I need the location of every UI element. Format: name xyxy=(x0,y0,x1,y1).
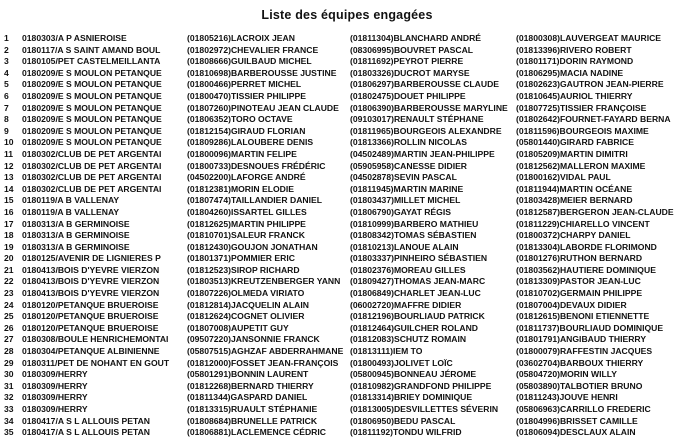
club-cell: 0180413/BOIS D'YEVRE VIERZON xyxy=(22,276,160,287)
club-cell: 0180119/A B VALLENAY xyxy=(22,206,120,217)
player2-cell: (01813366)ROLLIN NICOLAS xyxy=(350,137,468,148)
club-cell: 0180417/A S L ALLOUIS PETAN xyxy=(22,415,150,426)
row-number: 14 xyxy=(4,183,14,194)
row-number: 18 xyxy=(4,230,14,241)
row-number: 29 xyxy=(4,357,14,368)
club-cell: 0180313/A B GERMINOISE xyxy=(22,230,130,241)
player2-cell: (01806849)CHARLET JEAN-LUC xyxy=(350,288,481,299)
player3-cell: (01801791)ANGIBAUD THIERRY xyxy=(516,334,647,345)
row-number: 16 xyxy=(4,206,14,217)
player3-cell: (01807004)DEVAUX DIDIER xyxy=(516,299,627,310)
table-row xyxy=(0,161,694,173)
row-number: 20 xyxy=(4,253,14,264)
player2-cell: (01813005)DESVILLETTES SÉVERIN xyxy=(350,404,499,414)
player3-cell: (01800079)RAFFESTIN JACQUES xyxy=(516,346,653,357)
row-number: 27 xyxy=(4,334,14,345)
club-cell: 0180309/HERRY xyxy=(22,392,88,403)
table-row xyxy=(0,265,694,277)
player3-cell: (01805209)MARTIN DIMITRI xyxy=(516,148,628,159)
row-number: 30 xyxy=(4,369,14,380)
player2-cell: (01806297)BARBEROUSSE CLAUDE xyxy=(350,79,500,90)
club-cell: 0180209/E S MOULON PETANQUE xyxy=(22,102,162,113)
player2-cell: (01810213)LANOUE ALAIN xyxy=(350,241,459,252)
player1-cell: (01803513)KREUTZENBERGER YANN xyxy=(187,276,341,287)
player2-cell: (01810999)BARBERO MATHIEU xyxy=(350,218,479,229)
club-cell: 0180117/A S SAINT AMAND BOUL xyxy=(22,44,161,55)
player2-cell: (01802376)MOREAU GILLES xyxy=(350,264,466,275)
row-number: 7 xyxy=(4,102,9,113)
club-cell: 0180417/A S L ALLOUIS PETAN xyxy=(22,427,150,438)
player1-cell: (01802972)CHEVALIER FRANCE xyxy=(187,44,319,55)
table-row xyxy=(0,195,694,207)
table-row xyxy=(0,207,694,219)
player1-cell: (01812624)COGNET OLIVIER xyxy=(187,311,305,322)
player3-cell: (01812562)MALLERON MAXIME xyxy=(516,160,646,171)
player2-cell: (01806950)BEDU PASCAL xyxy=(350,415,456,426)
row-number: 23 xyxy=(4,288,14,299)
row-number: 10 xyxy=(4,137,14,148)
player1-cell: (01807008)AUPETIT GUY xyxy=(187,322,289,333)
player3-cell: (01802623)GAUTRON JEAN-PIERRE xyxy=(516,79,664,90)
club-cell: 0180303/A P ASNIEROISE xyxy=(22,33,127,43)
player3-cell: (05803890)TALBOTIER BRUNO xyxy=(516,380,643,391)
club-cell: 0180209/E S MOULON PETANQUE xyxy=(22,90,162,101)
table-row xyxy=(0,346,694,358)
table-row xyxy=(0,242,694,254)
player3-cell: (01801171)DORIN RAYMOND xyxy=(516,56,634,67)
row-number: 25 xyxy=(4,311,14,322)
player1-cell: (01812625)MARTIN PHILIPPE xyxy=(187,218,306,229)
player1-cell: (01806352)TORO OCTAVE xyxy=(187,114,293,125)
row-number: 15 xyxy=(4,195,14,206)
table-row xyxy=(0,230,694,242)
player3-cell: (01803562)HAUTIERE DOMINIQUE xyxy=(516,264,656,275)
club-cell: 0180309/HERRY xyxy=(22,404,88,414)
table-row xyxy=(0,381,694,393)
player3-cell: (01810645)AURIOL THIERRY xyxy=(516,90,633,101)
player3-cell: (01802642)FOURNET-FAYARD BERNA xyxy=(516,114,671,125)
row-number: 35 xyxy=(4,427,14,438)
table-row xyxy=(0,149,694,161)
row-number: 28 xyxy=(4,346,14,357)
row-number: 9 xyxy=(4,125,9,136)
player1-cell: (01812523)SIROP RICHARD xyxy=(187,264,300,275)
table-row xyxy=(0,358,694,370)
player1-cell: (05801291)BONNIN LAURENT xyxy=(187,369,309,380)
table-row xyxy=(0,79,694,91)
player1-cell: (01812000)FOSSET JEAN-FRANÇOIS xyxy=(187,357,339,368)
club-cell: 0180209/E S MOULON PETANQUE xyxy=(22,125,162,136)
table-row xyxy=(0,126,694,138)
table-row xyxy=(0,369,694,381)
player2-cell: (05800945)BONNEAU JÉROME xyxy=(350,369,477,380)
player2-cell: (01800493)JOLIVET LOÏC xyxy=(350,357,453,368)
player1-cell: (01800733)DESNOUES FRÉDÉRIC xyxy=(187,160,326,171)
player3-cell: (01812615)BENONI ETIENNETTE xyxy=(516,311,650,322)
row-number: 24 xyxy=(4,299,14,310)
club-cell: 0180304/PETANQUE ALBINIENNE xyxy=(22,346,160,357)
table-row xyxy=(0,114,694,126)
player1-cell: (01807474)TAILLANDIER DANIEL xyxy=(187,195,322,206)
club-cell: 0180120/PETANQUE BRUEROISE xyxy=(22,311,159,322)
player2-cell: (01813111)IEM TO xyxy=(350,346,423,357)
player1-cell: (01801371)POMMIER ERIC xyxy=(187,253,295,264)
player3-cell: (03602704)BARBOUX THIERRY xyxy=(516,357,644,368)
player1-cell: (01812430)GOUJON JONATHAN xyxy=(187,241,318,252)
row-number: 11 xyxy=(4,148,14,159)
table-row xyxy=(0,311,694,323)
club-cell: 0180413/BOIS D'YEVRE VIERZON xyxy=(22,264,160,275)
player3-cell: (01811596)BOURGEOIS MAXIME xyxy=(516,125,649,136)
table-row xyxy=(0,404,694,416)
player2-cell: (01803337)PINHEIRO SÉBASTIEN xyxy=(350,253,488,264)
player2-cell: (01802475)DOUET PHILIPPE xyxy=(350,90,466,101)
player2-cell: (01803326)DUCROT MARYSE xyxy=(350,67,470,78)
player2-cell: (01813314)BRIEY DOMINIQUE xyxy=(350,392,473,403)
player1-cell: (01810701)SALEUR FRANCK xyxy=(187,230,305,241)
club-cell: 0180302/CLUB DE PET ARGENTAI xyxy=(22,148,162,159)
player3-cell: (01806295)MACIA NADINE xyxy=(516,67,624,78)
player1-cell: (01804260)ISSARTEL GILLES xyxy=(187,206,307,217)
table-row xyxy=(0,56,694,68)
table-row xyxy=(0,300,694,312)
player3-cell: (01800308)LAUVERGEAT MAURICE xyxy=(516,33,662,43)
player3-cell: (01813309)PASTOR JEAN-LUC xyxy=(516,276,641,287)
row-number: 2 xyxy=(4,44,9,55)
player1-cell: (01807260)PINOTEAU JEAN CLAUDE xyxy=(187,102,339,113)
player3-cell: (01811944)MARTIN OCÉANE xyxy=(516,183,633,194)
table-row xyxy=(0,334,694,346)
table-row xyxy=(0,427,694,439)
player1-cell: (09507220)JANSONNIE FRANCK xyxy=(187,334,320,345)
player3-cell: (01811243)JOUVE HENRI xyxy=(516,392,618,403)
player1-cell: (01809286)LALOUBERE DENIS xyxy=(187,137,314,148)
club-cell: 0180309/HERRY xyxy=(22,369,88,380)
player2-cell: (01811304)BLANCHARD ANDRÉ xyxy=(350,33,482,43)
player2-cell: (01811192)TONDU WILFRID xyxy=(350,427,462,438)
row-number: 1 xyxy=(4,33,9,43)
player3-cell: (05801440)GIRARD FABRICE xyxy=(516,137,634,148)
row-number: 17 xyxy=(4,218,14,229)
player3-cell: (05804720)MORIN WILLY xyxy=(516,369,617,380)
club-cell: 0180209/E S MOULON PETANQUE xyxy=(22,114,162,125)
teams-table xyxy=(0,33,694,439)
row-number: 33 xyxy=(4,404,14,414)
player1-cell: (01812814)JACQUELIN ALAIN xyxy=(187,299,309,310)
player3-cell: (01813396)RIVERO ROBERT xyxy=(516,44,632,55)
player3-cell: (01803428)MEIER BERNARD xyxy=(516,195,633,206)
row-number: 13 xyxy=(4,172,14,183)
table-row xyxy=(0,288,694,300)
page-title: Liste des équipes engagées xyxy=(261,8,433,22)
player3-cell: (01801276)RUTHON BERNARD xyxy=(516,253,643,264)
table-row xyxy=(0,416,694,428)
table-row xyxy=(0,103,694,115)
player2-cell: (01809427)THOMAS JEAN-MARC xyxy=(350,276,486,287)
player3-cell: (01813304)LABORDE FLORIMOND xyxy=(516,241,657,252)
player3-cell: (01810702)GERMAIN PHILIPPE xyxy=(516,288,643,299)
club-cell: 0180119/A B VALLENAY xyxy=(22,195,120,206)
player3-cell: (01811229)CHIARELLO VINCENT xyxy=(516,218,650,229)
table-row xyxy=(0,253,694,265)
row-number: 32 xyxy=(4,392,14,403)
table-row xyxy=(0,219,694,231)
club-cell: 0180313/A B GERMINOISE xyxy=(22,218,130,229)
player3-cell: (01812587)BERGERON JEAN-CLAUDE xyxy=(516,206,674,217)
row-number: 8 xyxy=(4,114,9,125)
row-number: 31 xyxy=(4,380,14,391)
player2-cell: (01811945)MARTIN MARINE xyxy=(350,183,464,194)
club-cell: 0180413/BOIS D'YEVRE VIERZON xyxy=(22,288,160,299)
player1-cell: (01805216)LACROIX JEAN xyxy=(187,33,295,43)
row-number: 21 xyxy=(4,264,14,275)
player2-cell: (01808342)TOMAS SÉBASTIEN xyxy=(350,230,477,241)
club-cell: 0180209/E S MOULON PETANQUE xyxy=(22,67,162,78)
table-row xyxy=(0,323,694,335)
club-cell: 0180120/PETANQUE BRUEROISE xyxy=(22,299,159,310)
player2-cell: (04502878)SEVIN PASCAL xyxy=(350,172,457,183)
club-cell: 0180302/CLUB DE PET ARGENTAI xyxy=(22,172,162,183)
row-number: 12 xyxy=(4,160,14,171)
club-cell: 0180105/PET CASTELMEILLANTA xyxy=(22,56,161,67)
player2-cell: (05905958)CANESSE DIDIER xyxy=(350,160,468,171)
player2-cell: (09103017)RENAULT STÉPHANE xyxy=(350,114,484,125)
club-cell: 0180308/BOULE HENRICHEMONTAI xyxy=(22,334,169,345)
player2-cell: (01811692)PEYROT PIERRE xyxy=(350,56,464,67)
table-row xyxy=(0,172,694,184)
player3-cell: (01807725)TISSIER FRANÇOISE xyxy=(516,102,647,113)
player1-cell: (01812268)BERNARD THIERRY xyxy=(187,380,314,391)
player2-cell: (01812083)SCHUTZ ROMAIN xyxy=(350,334,467,345)
table-row xyxy=(0,184,694,196)
player1-cell: (01813315)RUAULT STÉPHANIE xyxy=(187,404,318,414)
club-cell: 0180313/A B GERMINOISE xyxy=(22,241,130,252)
player2-cell: (01812196)BOURLIAUD PATRICK xyxy=(350,311,485,322)
player1-cell: (05807515)AGHZAF ABDERRAHMANE xyxy=(187,346,344,357)
player1-cell: (01810698)BARBEROUSSE JUSTINE xyxy=(187,67,337,78)
club-cell: 0180302/CLUB DE PET ARGENTAI xyxy=(22,183,162,194)
player1-cell: (01808684)BRUNELLE PATRICK xyxy=(187,415,318,426)
row-number: 34 xyxy=(4,415,14,426)
player2-cell: (01811965)BOURGEOIS ALEXANDRE xyxy=(350,125,502,136)
club-cell: 0180309/HERRY xyxy=(22,380,88,391)
player1-cell: (01800466)PERRET MICHEL xyxy=(187,79,302,90)
player1-cell: (01806881)LACLEMENCE CÉDRIC xyxy=(187,427,326,438)
club-cell: 0180209/E S MOULON PETANQUE xyxy=(22,137,162,148)
player1-cell: (01812154)GIRAUD FLORIAN xyxy=(187,125,306,136)
player2-cell: (08306995)BOUVRET PASCAL xyxy=(350,44,474,55)
table-row xyxy=(0,276,694,288)
table-row xyxy=(0,137,694,149)
player3-cell: (01811737)BOURLIAUD DOMINIQUE xyxy=(516,322,664,333)
player1-cell: (01800470)TISSIER PHILIPPE xyxy=(187,90,306,101)
club-cell: 0180120/PETANQUE BRUEROISE xyxy=(22,322,159,333)
row-number: 3 xyxy=(4,56,9,67)
player1-cell: (01808666)GUILBAUD MICHEL xyxy=(187,56,312,67)
row-number: 26 xyxy=(4,322,14,333)
player2-cell: (06002720)MAFFRE DIDIER xyxy=(350,299,462,310)
table-row xyxy=(0,392,694,404)
club-cell: 0180311/PET DE NOHANT EN GOUT xyxy=(22,357,170,368)
club-cell: 0180302/CLUB DE PET ARGENTAI xyxy=(22,160,162,171)
player3-cell: (01800162)VIDAL PAUL xyxy=(516,172,611,183)
player1-cell: (01811344)GASPARD DANIEL xyxy=(187,392,308,403)
club-cell: 0180125/AVENIR DE LIGNIERES P xyxy=(22,253,161,264)
player2-cell: (01806390)BARBEROUSSE MARYLINE xyxy=(350,102,508,113)
player2-cell: (01806790)GAYAT RÉGIS xyxy=(350,206,451,217)
player1-cell: (01812381)MORIN ELODIE xyxy=(187,183,294,194)
player3-cell: (01804996)BRISSET CAMILLE xyxy=(516,415,638,426)
player2-cell: (01812464)GUILCHER ROLAND xyxy=(350,322,478,333)
player1-cell: (01800096)MARTIN FELIPE xyxy=(187,148,297,159)
player3-cell: (01806094)DESCLAUX ALAIN xyxy=(516,427,636,438)
row-number: 19 xyxy=(4,241,14,252)
table-row xyxy=(0,33,694,45)
row-number: 5 xyxy=(4,79,9,90)
player2-cell: (01803437)MILLET MICHEL xyxy=(350,195,461,206)
row-number: 22 xyxy=(4,276,14,287)
player1-cell: (04502200)LAFORGE ANDRÉ xyxy=(187,172,306,183)
player2-cell: (01810982)GRANDFOND PHILIPPE xyxy=(350,380,492,391)
row-number: 6 xyxy=(4,90,9,101)
row-number: 4 xyxy=(4,67,9,78)
table-row xyxy=(0,91,694,103)
player3-cell: (05806963)CARRILLO FREDERIC xyxy=(516,404,651,414)
table-row xyxy=(0,68,694,80)
table-row xyxy=(0,45,694,57)
player2-cell: (04502489)MARTIN JEAN-PHILIPPE xyxy=(350,148,495,159)
player3-cell: (01800372)CHARPY DANIEL xyxy=(516,230,631,241)
club-cell: 0180209/E S MOULON PETANQUE xyxy=(22,79,162,90)
player1-cell: (01807226)OLMEDA VIRIATO xyxy=(187,288,305,299)
